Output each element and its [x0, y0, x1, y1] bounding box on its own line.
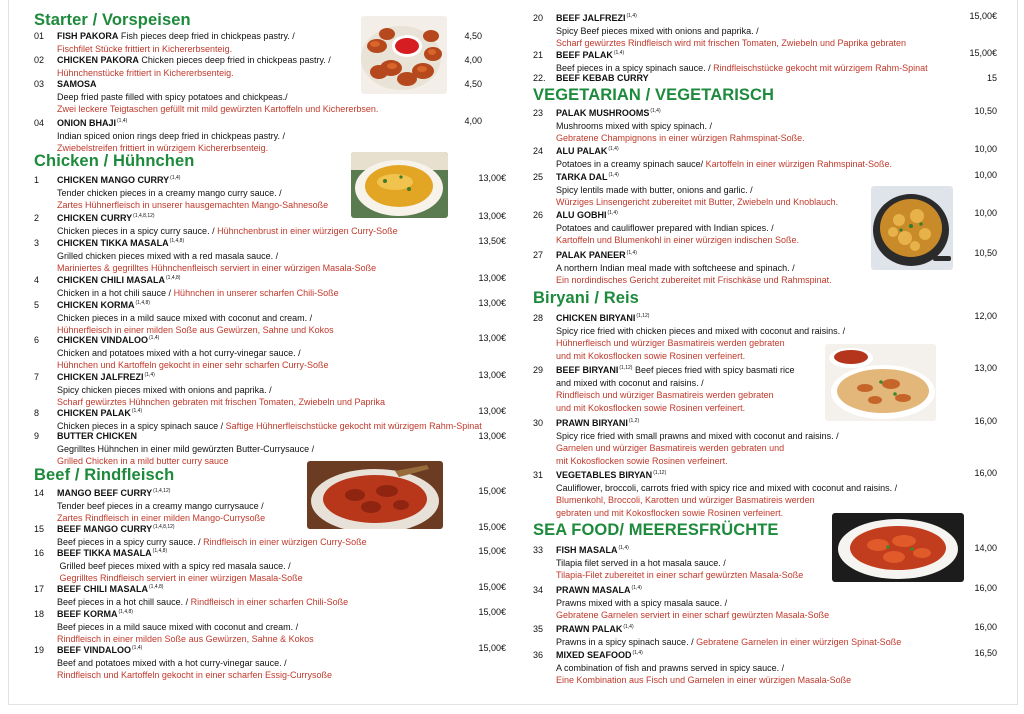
- menu-item-price: 10,00: [974, 144, 997, 154]
- menu-item: [34, 606, 506, 646]
- menu-item-price: 4,50: [464, 31, 482, 41]
- allergen-codes: (1,12): [653, 470, 667, 476]
- description-german: Zartes Hühnerfleisch in unserer hausgemachten Mango-Sahnesoße: [57, 200, 329, 210]
- menu-item-description-line: [34, 443, 506, 456]
- menu-item: [34, 581, 506, 608]
- menu-item-number: 22.: [533, 73, 546, 83]
- description-german: Hühnerfleisch in einer milden Soße aus Gewürzen, Sahne und Kokos: [57, 325, 334, 335]
- menu-item-price: 15,00€: [478, 607, 506, 617]
- menu-item-header: [533, 467, 997, 482]
- description-english: Gegrilltes Hühnchen in einer mild gewürzten Butter-Currysauce /: [57, 443, 315, 454]
- menu-item-number: 26: [533, 210, 544, 220]
- description-german: Zwei leckere Teigtaschen gefüllt mit mild gewürzten Kartoffeln und Kichererbsen.: [57, 104, 379, 114]
- description-german: Scharf gewürztes Hühnchen gebraten mit frischen Tomaten, Zwiebeln und Paprika: [57, 397, 386, 407]
- menu-item-number: 29: [533, 365, 544, 375]
- menu-item-name: TARKA DAL: [556, 172, 608, 182]
- description-german: Zartes Rindfleisch in einer milden Mango-Currysoße: [57, 513, 266, 523]
- description-german: Mariniertes & gegrilltes Hühnchenfleisch serviert in einer würzigen Masala-Soße: [57, 263, 377, 273]
- description-english: Potatoes and cauliflower prepared with Indian spices. /: [556, 222, 774, 233]
- menu-item-name: BEEF MANGO CURRY: [57, 524, 153, 534]
- description-english: Chicken pieces in a spicy spinach sauce /: [57, 420, 226, 431]
- description-german: Tilapia-Filet zubereitet in einer scharf gewürzten Masala-Soße: [556, 570, 804, 580]
- menu-item-header: [533, 10, 997, 25]
- menu-item-number: 03: [34, 79, 45, 89]
- menu-item-header: [34, 581, 506, 596]
- description-german: Ein nordindisches Gericht zubereitet mit Frischkäse und Rahmspinat.: [556, 275, 832, 285]
- menu-item-header: [533, 582, 997, 597]
- menu-item: [34, 115, 482, 155]
- description-german: Fischfilet Stücke frittiert in Kichererbsenteig.: [57, 43, 233, 54]
- allergen-codes: (1,4,8,12): [153, 524, 175, 530]
- menu-item-name: CHICKEN VINDALOO: [57, 335, 149, 345]
- menu-item-description-line: [34, 250, 506, 263]
- menu-item-price: 16,00: [974, 622, 997, 632]
- allergen-codes: (1,12): [636, 313, 650, 319]
- description-german: mit Kokosflocken sowie Rosinen verfeinert.: [556, 455, 728, 466]
- allergen-codes: (1,4): [131, 408, 143, 414]
- description-english: Beef pieces in a mild sauce mixed with coconut and cream. /: [57, 621, 299, 632]
- menu-item-description-line: [533, 674, 997, 687]
- menu-item-header: [34, 545, 506, 560]
- menu-item-header: [34, 405, 506, 420]
- menu-item-name: CHICKEN CURRY: [57, 213, 133, 223]
- menu-item-description: Beef pieces fried with spicy basmati rice: [634, 365, 795, 375]
- menu-item-name: CHICKEN CHILI MASALA: [57, 275, 165, 285]
- menu-item-price: 13,00€: [478, 370, 506, 380]
- allergen-codes: (1,12): [619, 365, 633, 371]
- menu-item-number: 23: [533, 108, 544, 118]
- menu-item-number: 28: [533, 313, 544, 323]
- menu-item-number: 01: [34, 31, 45, 41]
- menu-item-number: 33: [533, 545, 544, 555]
- description-english: Spicy rice fried with small prawns and mixed with coconut and raisins. /: [556, 430, 839, 441]
- menu-item-header: [533, 310, 997, 325]
- menu-item-name: PALAK MUSHROOMS: [556, 108, 650, 118]
- description-english: Spicy chicken pieces mixed with onions and paprika. /: [57, 384, 272, 395]
- menu-item-name: MANGO BEEF CURRY: [57, 488, 153, 498]
- menu-item: [533, 467, 997, 519]
- menu-item: [533, 621, 997, 648]
- menu-item-price: 15,00€: [478, 522, 506, 532]
- description-german: Scharf gewürztes Rindfleisch wird mit frischen Tomaten, Zwiebeln und Paprika gebraten: [556, 38, 907, 48]
- allergen-codes: (1,4): [607, 210, 618, 216]
- allergen-codes: (1,4): [613, 50, 625, 56]
- menu-item-price: 10,00: [974, 208, 997, 218]
- menu-item-price: 16,00: [974, 468, 997, 478]
- menu-item-name: CHICKEN KORMA: [57, 300, 135, 310]
- description-english: Tender chicken pieces in a creamy mango curry sauce. /: [57, 187, 282, 198]
- menu-item-price: 13,00€: [478, 211, 506, 221]
- menu-item-price: 13,50€: [478, 236, 506, 246]
- menu-item-header: [34, 332, 506, 347]
- menu-item-name: PRAWN PALAK: [556, 624, 623, 634]
- menu-item-price: 15,00€: [478, 643, 506, 653]
- menu-item-description-line: [34, 312, 506, 325]
- menu-item-name: CHICKEN BIRYANI: [556, 313, 636, 323]
- allergen-codes: (1,4): [631, 585, 642, 591]
- menu-item-price: 10,50: [974, 106, 997, 116]
- menu-item-number: 1: [34, 175, 40, 185]
- menu-item-name: CHICKEN JALFREZI: [57, 372, 144, 382]
- menu-item: [34, 235, 506, 275]
- allergen-codes: (1,4): [626, 13, 637, 19]
- menu-item-number: 20: [533, 13, 544, 23]
- section-title-starter: Starter / Vorspeisen: [34, 11, 191, 29]
- fish-masala-photo: [832, 513, 964, 582]
- menu-item-price: 13,00€: [478, 273, 506, 283]
- description-english: Chicken and potatoes mixed with a hot curry-vinegar sauce. /: [57, 347, 301, 358]
- menu-item-price: 10,50: [974, 248, 997, 258]
- description-german: Rindfleisch in einer würzigen Curry-Soße: [203, 536, 367, 547]
- menu-item-name: VEGETABLES BIRYAN: [556, 470, 653, 480]
- description-german: Hühnchen und Kartoffeln gekocht in einer sehr scharfen Curry-Soße: [57, 360, 329, 370]
- menu-item-price: 10,00: [974, 170, 997, 180]
- menu-item-header: [533, 47, 997, 62]
- menu-item-header: [533, 647, 997, 662]
- description-german: Rindfleischstücke gekocht mit würzigem Rahm-Spinat: [713, 62, 928, 73]
- menu-item-name: ALU GOBHI: [556, 210, 607, 220]
- menu-item: [34, 545, 506, 585]
- allergen-codes: (1,4,8): [169, 238, 185, 244]
- description-german: und mit Kokosflocken sowie Rosinen verfeinert.: [556, 350, 746, 361]
- description-english: Prawns mixed with a spicy masala sauce. /: [556, 597, 728, 608]
- menu-item-description-line: [34, 130, 482, 143]
- description-german: Hühnchenbrust in einer würzigen Curry-Soße: [214, 225, 398, 236]
- menu-item: [533, 47, 997, 74]
- menu-item-price: 15,00€: [969, 11, 997, 21]
- menu-item-name: BEEF KEBAB CURRY: [556, 73, 649, 83]
- description-german: Gebratene Champignons in einer würzigen Rahmspinat-Soße.: [556, 133, 805, 143]
- menu-item-number: 5: [34, 300, 40, 310]
- menu-item-price: 12,00: [974, 311, 997, 321]
- description-german: Kartoffeln und Blumenkohl in einer würzigen indischen Soße.: [556, 235, 799, 245]
- menu-item: [533, 72, 997, 85]
- menu-item-price: 16,00: [974, 583, 997, 593]
- menu-item: [34, 642, 506, 682]
- menu-item-number: 16: [34, 548, 45, 558]
- menu-item-number: 04: [34, 118, 45, 128]
- description-german: Eine Kombination aus Fisch und Garnelen in einer würzigen Masala-Soße: [556, 675, 852, 685]
- menu-item-number: 9: [34, 431, 40, 441]
- description-german: Rindfleisch und würziger Basmatireis werden gebraten: [556, 390, 774, 400]
- menu-item-price: 13,00€: [478, 431, 506, 441]
- menu-item-price: 13,00€: [478, 406, 506, 416]
- menu-item-number: 17: [34, 584, 45, 594]
- menu-item-description-line: [34, 560, 506, 573]
- menu-item-header: [533, 105, 997, 120]
- menu-item-header: [34, 272, 506, 287]
- description-english: Tender beef pieces in a creamy mango currysauce /: [57, 500, 264, 511]
- menu-item-price: 13,00: [974, 363, 997, 373]
- menu-item-name: BEEF KORMA: [57, 609, 118, 619]
- description-english: Indian spiced onion rings deep fried in chickpeas pastry. /: [57, 130, 285, 141]
- pakora-photo: [361, 16, 447, 94]
- menu-item: [533, 415, 997, 467]
- menu-item: [533, 647, 997, 687]
- description-english: Grilled beef pieces mixed with a spicy red masala sauce. /: [57, 560, 291, 571]
- menu-item-name: BEEF JALFREZI: [556, 13, 626, 23]
- menu-item-number: 8: [34, 408, 40, 418]
- menu-item-header: [34, 606, 506, 621]
- menu-item-price: 15,00€: [478, 546, 506, 556]
- menu-item-description-line: [533, 455, 997, 468]
- menu-item-description-line: [533, 325, 997, 338]
- description-german: gebraten und mit Kokosflocken sowie Rosinen verfeinert.: [556, 507, 784, 518]
- description-english: Mushrooms mixed with spicy spinach. /: [556, 120, 713, 131]
- menu-item-price: 13,00€: [478, 333, 506, 343]
- description-english: Potatoes in a creamy spinach sauce/: [556, 158, 706, 169]
- menu-item-name: FISH PAKORA: [57, 31, 119, 41]
- description-english: Chicken pieces in a mild sauce mixed with coconut and cream. /: [57, 312, 313, 323]
- menu-item-number: 31: [533, 470, 544, 480]
- allergen-codes: (1,4): [117, 118, 128, 124]
- menu-item-price: 16,00: [974, 416, 997, 426]
- description-english: Grilled chicken pieces mixed with a red masala sauce. /: [57, 250, 279, 261]
- menu-item-header: [34, 369, 506, 384]
- menu-item-description-line: [533, 662, 997, 675]
- menu-item: [533, 10, 997, 50]
- menu-item-price: 15,00€: [478, 486, 506, 496]
- allergen-codes: (1,4): [144, 372, 155, 378]
- menu-item-header: [533, 169, 997, 184]
- menu-item-name: MIXED SEAFOOD: [556, 650, 632, 660]
- menu-item-number: 24: [533, 146, 544, 156]
- allergen-codes: (1,4): [618, 545, 629, 551]
- menu-item-name: BEEF PALAK: [556, 50, 613, 60]
- menu-item-number: 36: [533, 650, 544, 660]
- menu-item-description-line: [533, 609, 997, 622]
- menu-item-name: CHICKEN PAKORA: [57, 55, 139, 65]
- menu-item-price: 16,50: [974, 648, 997, 658]
- menu-item-number: 30: [533, 418, 544, 428]
- menu-item: [34, 332, 506, 372]
- description-german: Rindfleisch in einer milden Soße aus Gewürzen, Sahne & Kokos: [57, 634, 314, 644]
- allergen-codes: (1,4): [626, 250, 637, 256]
- menu-item-name: SAMOSA: [57, 79, 97, 89]
- allergen-codes: (1,4): [623, 624, 634, 630]
- menu-item-number: 34: [533, 585, 544, 595]
- menu-item-header: [533, 143, 997, 158]
- allergen-codes: (1,4,8): [152, 548, 168, 554]
- menu-item-name: PRAWN MASALA: [556, 585, 631, 595]
- allergen-codes: (1,4,8): [166, 275, 181, 281]
- description-english: Beef pieces in a hot chill sauce. /: [57, 596, 191, 607]
- section-title-seafood: SEA FOOD/ MEERESFRÜCHTE: [533, 521, 779, 539]
- menu-item-header: [533, 72, 997, 85]
- allergen-codes: (1,4): [132, 645, 143, 651]
- description-english: Beef pieces in a spicy curry sauce. /: [57, 536, 204, 547]
- description-english: Beef and potatoes mixed with a hot curry-vinegar sauce. /: [57, 657, 287, 668]
- menu-item-description-line: [34, 347, 506, 360]
- menu-item-description-line: [533, 482, 997, 495]
- description-english: Chicken pieces in a spicy curry sauce. /: [57, 225, 215, 236]
- description-german: Rindfleisch in einer scharfen Chili-Soße: [190, 596, 349, 607]
- allergen-codes: (1,4,8,12): [133, 213, 155, 219]
- description-english: Cauliflower, broccoli, carrots fried with spicy rice and mixed with coconut and raisins. /: [556, 482, 898, 493]
- description-german: Gebratene Garnelen in einer würzigen Spinat-Soße: [696, 636, 902, 647]
- menu-item-description-line: [533, 597, 997, 610]
- menu-item-header: [34, 297, 506, 312]
- menu-item: [34, 405, 506, 432]
- description-english: Beef pieces in a spicy spinach sauce. /: [556, 62, 714, 73]
- allergen-codes: (1,4,8): [135, 300, 150, 306]
- beef-curry-photo: [307, 461, 443, 529]
- description-german: Zwiebelstreifen frittiert in würzigem Kichererbsenteig.: [57, 143, 269, 153]
- allergen-codes: (1,4,12): [153, 488, 171, 494]
- allergen-codes: (1,4): [608, 172, 619, 178]
- allergen-codes: (1,4,8): [118, 609, 133, 615]
- menu-item-number: 19: [34, 645, 45, 655]
- menu-item-name: BEEF BIRYANI: [556, 365, 619, 375]
- allergen-codes: (1,4): [608, 146, 619, 152]
- description-english: A combination of fish and prawns served in spicy sauce. /: [556, 662, 785, 673]
- menu-item-name: CHICKEN PALAK: [57, 408, 131, 418]
- menu-item-description-line: [533, 25, 997, 38]
- menu-item-description-line: [34, 657, 506, 670]
- menu-item-number: 18: [34, 609, 45, 619]
- menu-item-description-line: [34, 669, 506, 682]
- menu-item-description: Chicken pieces deep fried in chickpeas pastry. /: [141, 55, 331, 65]
- description-english: Deep fried paste filled with spicy potatoes and chickpeas./: [57, 91, 288, 102]
- menu-item-header: [34, 430, 506, 443]
- menu-page: [8, 0, 1018, 705]
- menu-item-number: 2: [34, 213, 40, 223]
- menu-item-price: 13,00€: [478, 173, 506, 183]
- menu-item-price: 15,00€: [478, 582, 506, 592]
- description-german: Hühnchen in unserer scharfen Chili-Soße: [173, 287, 339, 298]
- menu-item-header: [34, 235, 506, 250]
- menu-item-header: [34, 115, 482, 130]
- menu-item-name: ONION BHAJI: [57, 118, 117, 128]
- menu-item-price: 15: [986, 73, 997, 83]
- description-english: A northern Indian meal made with softcheese and spinach. /: [556, 262, 795, 273]
- menu-item-name: ALU PALAK: [556, 146, 608, 156]
- menu-item-number: 35: [533, 624, 544, 634]
- menu-item-number: 6: [34, 335, 40, 345]
- menu-item-description-line: [533, 442, 997, 455]
- menu-item-description-line: [533, 274, 997, 287]
- mango-curry-photo: [351, 152, 448, 218]
- description-german: Hühnchenstücke frittiert in Kichererbsenteig.: [57, 67, 234, 78]
- description-german: Kartoffeln in einer würzigen Rahmspinat-Soße.: [705, 158, 893, 169]
- menu-item-description-line: [533, 494, 997, 507]
- menu-item-name: BEEF VINDALOO: [57, 645, 132, 655]
- description-english: Spicy rice fried with chicken pieces and mixed with coconut and raisins. /: [556, 325, 846, 336]
- description-german: Gebratene Garnelen serviert in einer scharf gewürzten Masala-Soße: [556, 610, 830, 620]
- menu-item-number: 4: [34, 275, 40, 285]
- menu-item-price: 14,00: [974, 543, 997, 553]
- description-english: Spicy lentils made with butter, onions and garlic. /: [556, 184, 753, 195]
- menu-item-number: 25: [533, 172, 544, 182]
- allergen-codes: (1,2): [628, 418, 640, 424]
- allergen-codes: (1,4,8): [149, 584, 164, 590]
- menu-item: [533, 105, 997, 145]
- menu-item-number: 3: [34, 238, 40, 248]
- description-german: und mit Kokosflocken sowie Rosinen verfeinert.: [556, 402, 746, 413]
- menu-item-name: BEEF TIKKA MASALA: [57, 548, 152, 558]
- description-german: Grilled Chicken in a mild butter curry sauce: [57, 456, 229, 466]
- description-german: Rindfleisch und Kartoffeln gekocht in einer scharfen Essig-Currysoße: [57, 670, 332, 680]
- menu-item-number: 7: [34, 372, 40, 382]
- menu-item-number: 14: [34, 488, 45, 498]
- alu-gobhi-photo: [871, 186, 953, 270]
- menu-item-description: Fish pieces deep fried in chickpeas pastry. /: [120, 31, 295, 41]
- description-german: Würziges Linsengericht zubereitet mit Butter, Zwiebeln und Knoblauch.: [556, 197, 839, 207]
- menu-item-name: FISH MASALA: [556, 545, 618, 555]
- menu-item-description-line: [533, 120, 997, 133]
- menu-item: [34, 272, 506, 299]
- description-german: Blumenkohl, Broccoli, Karotten und würziger Basmatireis werden: [556, 495, 815, 505]
- section-title-biryani: Biryani / Reis: [533, 289, 639, 307]
- description-german: Gegrilltes Rindfleisch serviert in einer würzigen Masala-Soße: [57, 573, 303, 583]
- menu-item-number: 21: [533, 50, 544, 60]
- menu-item-description-line: [34, 384, 506, 397]
- section-title-chicken: Chicken / Hühnchen: [34, 152, 195, 170]
- menu-item-name: BUTTER CHICKEN: [57, 431, 137, 441]
- menu-item-name: CHICKEN TIKKA MASALA: [57, 238, 169, 248]
- allergen-codes: (1,4): [149, 335, 160, 341]
- menu-item-description-line: [34, 621, 506, 634]
- description-english: and mixed with coconut and raisins. /: [556, 377, 704, 388]
- biryani-photo: [825, 344, 936, 421]
- menu-item-header: [34, 642, 506, 657]
- allergen-codes: (1,4): [170, 175, 181, 181]
- description-german: Garnelen und würziger Basmatireis werden gebraten und: [556, 443, 785, 453]
- menu-item-price: 4,00: [464, 55, 482, 65]
- menu-item-price: 4,00: [464, 116, 482, 126]
- menu-item-header: [533, 621, 997, 636]
- menu-item-name: PALAK PANEER: [556, 250, 626, 260]
- menu-item: [533, 143, 997, 170]
- section-title-beef: Beef / Rindfleisch: [34, 466, 175, 484]
- menu-item-description-line: [533, 430, 997, 443]
- menu-item-number: 02: [34, 55, 45, 65]
- menu-item-price: 13,00€: [478, 298, 506, 308]
- menu-item-number: 27: [533, 250, 544, 260]
- allergen-codes: (1,4): [632, 650, 643, 656]
- section-title-vegetarian: VEGETARIAN / VEGETARISCH: [533, 86, 775, 104]
- description-german: Hühnerfleisch und würziger Basmatireis werden gebraten: [556, 338, 785, 348]
- menu-item-number: 15: [34, 524, 45, 534]
- description-english: Chicken in a hot chili sauce /: [57, 287, 174, 298]
- menu-item-description-line: [34, 103, 482, 116]
- menu-item-price: 4,50: [464, 79, 482, 89]
- menu-item-name: BEEF CHILI MASALA: [57, 584, 148, 594]
- menu-item-name: CHICKEN MANGO CURRY: [57, 175, 170, 185]
- menu-item-name: PRAWN BIRYANI: [556, 418, 628, 428]
- menu-item: [533, 582, 997, 622]
- description-english: Spicy Beef pieces mixed with onions and paprika. /: [556, 25, 759, 36]
- menu-item: [34, 369, 506, 409]
- menu-item: [34, 297, 506, 337]
- allergen-codes: (1,4): [650, 108, 661, 114]
- description-german: Saftige Hühnerfleischstücke gekocht mit würzigem Rahm-Spinat: [225, 420, 482, 431]
- menu-item-price: 15,00€: [969, 48, 997, 58]
- description-english: Prawns in a spicy spinach sauce. /: [556, 636, 697, 647]
- description-english: Tilapia filet served in a hot masala sauce. /: [556, 557, 726, 568]
